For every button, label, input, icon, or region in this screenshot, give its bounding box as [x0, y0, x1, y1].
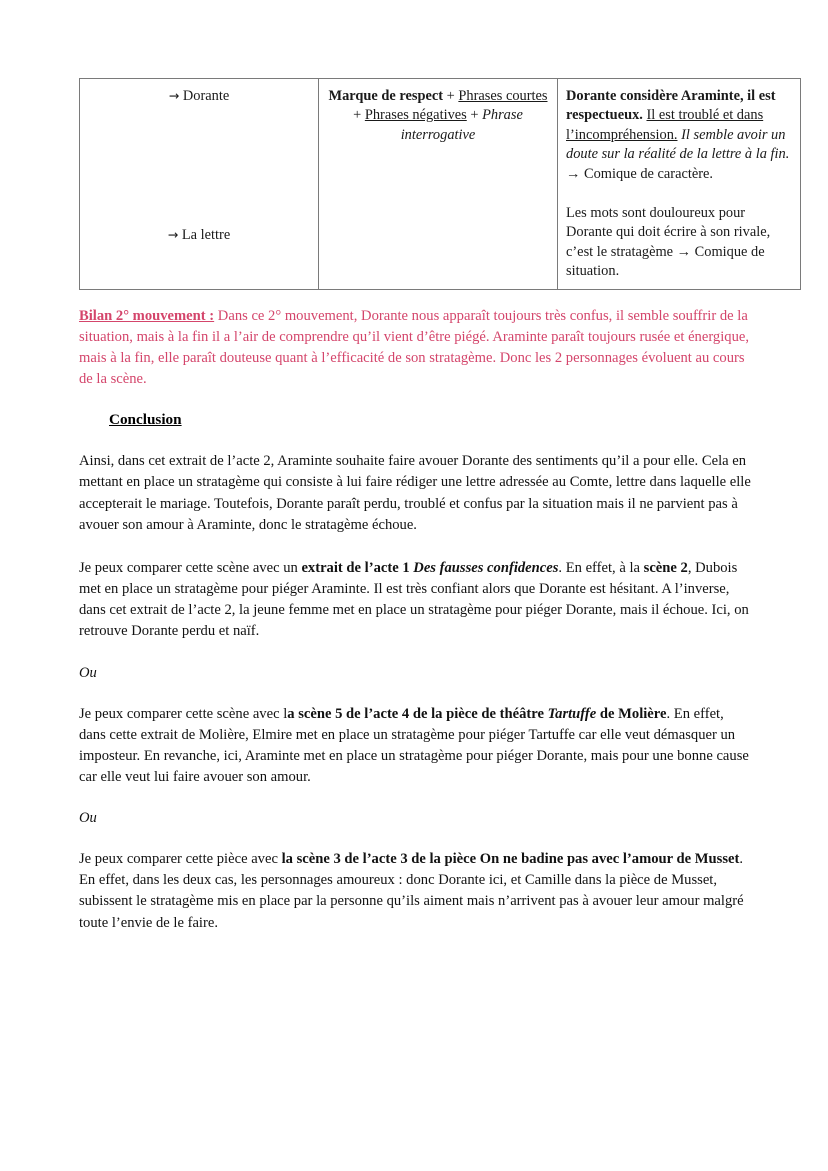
text-run-bold: de Molière: [596, 705, 667, 722]
text-run-bold: extrait de l’acte 1: [301, 559, 414, 576]
text-run-italic: Il semble avoir un doute sur la réalité de la lettre à la fin.: [566, 126, 790, 163]
paragraph-conclusion-summary: Ainsi, dans cet extrait de l’acte 2, Araminte souhaite faire avouer Dorante des sentiments qu’il a pour elle. Cela en mettant en place un stratagème qui consiste à lui faire rédiger une lettre adressée au Comte, lettre dans laquelle elle accepterait le mariage. Toutefois, Dorante paraît perdu, troublé et confus par la situation mais il ne parvient pas à avouer son amour à Araminte, donc le stratagème échoue.: [79, 453, 751, 533]
table-cell-themes: [80, 79, 319, 290]
bilan-lead-label: Bilan 2° mouvement :: [79, 308, 215, 325]
table-cell-effets: [558, 79, 801, 290]
text-run-bold: scène 2: [643, 559, 688, 576]
text-run-bold: Marque de respect: [328, 88, 444, 104]
bilan-paragraph: [79, 306, 751, 389]
theme-spacer: [88, 106, 310, 226]
text-run-bold: a scène 5 de l’acte 4 de la pièce de théâtre: [287, 705, 548, 722]
effet-block-lettre: Les mots sont douloureux pour Dorante qui doit écrire à son rivale, c’est le stratagème → Comique de situation.: [566, 204, 771, 279]
arrow-icon: →: [168, 88, 180, 103]
theme-item-dorante: [88, 87, 310, 106]
text-run-underline: Phrases courtes: [458, 88, 548, 104]
paragraph-comparison-tartuffe: Je peux comparer cette scène avec la scène 5 de l’acte 4 de la pièce de théâtre Tartuffe de Molière. En effet, dans cette extrait de Molière, Elmire met en place un stratagème pour piéger Tartuffe car elle veut démasquer un imposteur. En revanche, ici, Araminte met en place un stratagème pour piéger Dorante, mais pour une bonne cause car elle veut lui faire avouer son amour.: [79, 705, 749, 785]
text-run-bold-italic: Des fausses confidences: [413, 559, 559, 576]
text-run-underline: Phrases négatives: [364, 107, 467, 124]
bilan-text: Dans ce 2° mouvement, Dorante nous apparaît toujours très confus, il semble souffrir de la situation, mais à la fin il a l’air de comprendre qu’il vient d’être piégé. Araminte paraît toujours rusée et énergique, mais à la fin, elle paraît douteuse quant à l’efficacité de son stratagème. Donc les 2 personnages évoluent au cours de la scène.: [79, 308, 750, 387]
theme-label: Dorante: [182, 88, 230, 104]
paragraph-comparison-musset: Je peux comparer cette pièce avec la scène 3 de l’acte 3 de la pièce On ne badine pas avec l’amour de Musset. En effet, dans les deux cas, les personnages amoureux : donc Dorante ici, et Camille dans la pièce de Musset, subissent le stratagème mis en place par la personne qu’ils aiment mais n’arrivent pas à avouer leur amour malgré toute l’envie de le faire.: [79, 851, 744, 931]
arrow-icon: →: [167, 227, 179, 243]
table-row: [80, 79, 801, 290]
ou-separator-1: Ou: [79, 664, 97, 681]
effet-block-dorante: Dorante considère Araminte, il est respectueux. Il est troublé et dans l’incompréhension. Il semble avoir un doute sur la réalité de la lettre à la fin. → Comique de caractère.: [566, 88, 790, 182]
analysis-table: [79, 78, 801, 290]
theme-item-la-lettre: [88, 226, 310, 245]
table-body: [80, 79, 801, 290]
text-run-bold-italic: Tartuffe: [547, 705, 597, 722]
procede-block: Marque de respect + Phrases courtes + Phrases négatives + Phrase interrogative: [328, 88, 548, 143]
table-cell-procedes: [319, 79, 558, 290]
text-run-bold: Dorante considère Araminte, il est respectueux.: [566, 88, 776, 124]
ou-separator-2: Ou: [79, 810, 97, 827]
conclusion-heading: Conclusion: [109, 411, 182, 429]
text-run-bold: la scène 3 de l’acte 3 de la pièce On ne badine pas avec l’amour de Musset: [281, 851, 740, 868]
text-run-underline: Il est troublé et dans l’incompréhension.: [566, 107, 764, 143]
theme-label: La lettre: [181, 227, 231, 244]
paragraph-comparison-acte1: Je peux comparer cette scène avec un extrait de l’acte 1 Des fausses confidences. En effet, à la scène 2, Dubois met en place un stratagème pour piéger Araminte. Il est très confiant alors que Dorante est hésitant. A l’inverse, dans cet extrait de l’acte 2, la jeune femme met en place un stratagème pour piéger Dorante, mais il échoue. Ici, on retrouve Dorante perdu et naïf.: [79, 559, 749, 640]
text-run-italic: Phrase interrogative: [400, 107, 523, 143]
